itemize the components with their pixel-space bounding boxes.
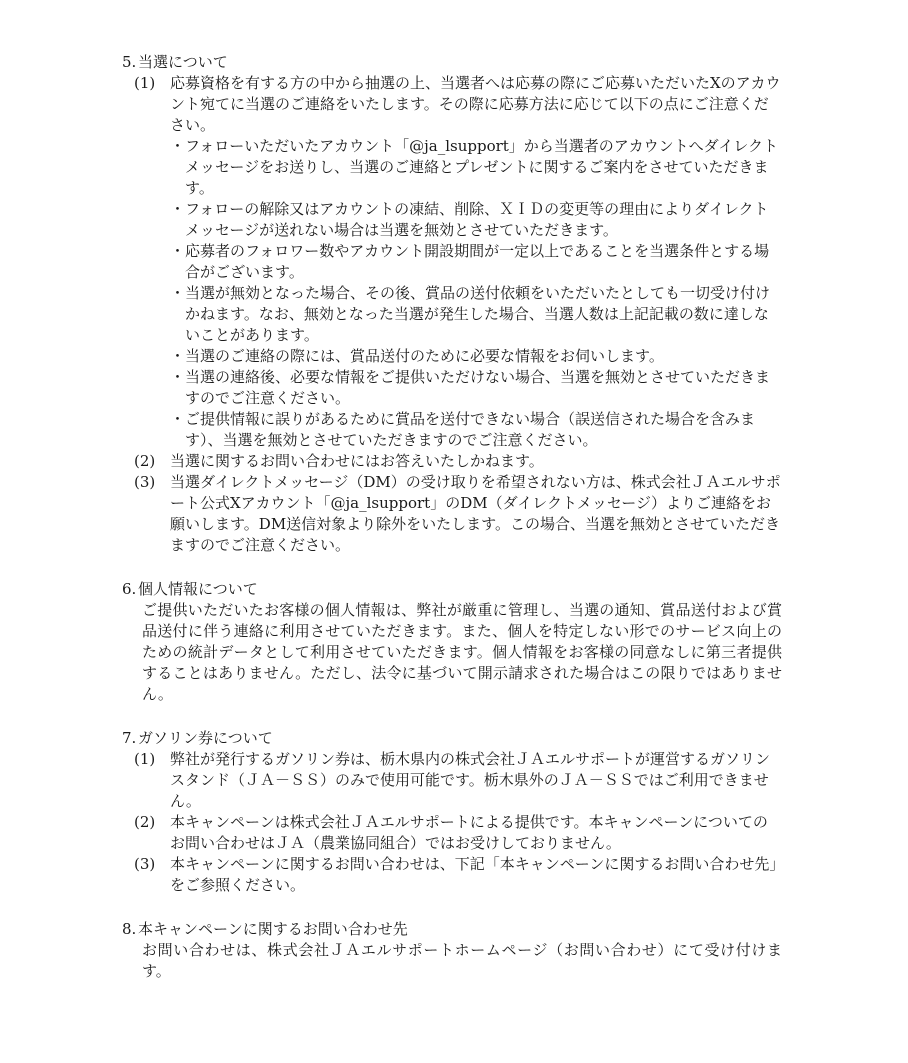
item-number: (1)	[134, 74, 156, 92]
bullet-text: 当選のご連絡の際には、賞品送付のために必要な情報をお伺いします。	[185, 347, 664, 365]
list-item	[122, 854, 782, 896]
section-number: 6.	[122, 580, 137, 598]
bullet-mark: ・	[170, 284, 186, 302]
section-title: 当選について	[138, 53, 228, 71]
bullet-item	[170, 199, 782, 241]
list-item	[122, 812, 782, 854]
bullet-item	[170, 136, 782, 199]
section-heading	[122, 728, 782, 749]
item-text: 本キャンペーンに関するお問い合わせは、下記「本キャンペーンに関するお問い合わせ先」をご参照ください。	[170, 855, 777, 894]
item-text: 応募資格を有する方の中から抽選の上、当選者へは応募の際にご応募いただいたXのアカウント宛てに当選のご連絡をいたします。その際に応募方法に応じて以下の点にご注意ください。	[170, 74, 781, 134]
bullet-text: フォローの解除又はアカウントの凍結、削除、ＸＩＤの変更等の理由によりダイレクトメッセージが送れない場合は当選を無効とさせていただきます。	[185, 200, 769, 239]
bullet-text: ご提供情報に誤りがあるために賞品を送付できない場合（誤送信された場合を含みます）、当選を無効とさせていただきますのでご注意ください。	[185, 410, 756, 449]
bullet-text: 当選の連絡後、必要な情報をご提供いただけない場合、当選を無効とさせていただきますのでご注意ください。	[185, 368, 771, 407]
section-winning	[122, 52, 782, 556]
bullet-mark: ・	[170, 137, 186, 155]
item-text: 本キャンペーンは株式会社ＪＡエルサポートによる提供です。本キャンペーンについてのお問い合わせはＪＡ（農業協同組合）ではお受けしておりません。	[170, 813, 768, 852]
bullet-list	[170, 136, 782, 451]
bullet-text: フォローいただいたアカウント「@ja_lsupport」から当選者のアカウントへダイレクトメッセージをお送りし、当選のご連絡とプレゼントに関するご案内をさせていただきます。	[185, 137, 779, 197]
bullet-item	[170, 409, 782, 451]
bullet-mark: ・	[170, 347, 186, 365]
list-item	[122, 73, 782, 451]
item-text: 当選に関するお問い合わせにはお答えいたしかねます。	[170, 452, 544, 470]
section-paragraph: ご提供いただいたお客様の個人情報は、弊社が厳重に管理し、当選の通知、賞品送付および賞品送付に伴う連絡に利用させていただきます。また、個人を特定しない形でのサービス向上のための統計データとして利用させていただきます。個人情報をお客様の同意なしに第三者提供することはありません。ただし、法令に基づいて開示請求された場合はこの限りではありません。	[142, 601, 782, 703]
bullet-item	[170, 367, 782, 409]
section-heading	[122, 579, 782, 600]
item-text: 弊社が発行するガソリン券は、栃木県内の株式会社ＪＡエルサポートが運営するガソリンスタンド（ＪＡ－ＳＳ）のみで使用可能です。栃木県外のＪＡ－ＳＳではご利用できません。	[170, 750, 771, 810]
section-heading	[122, 52, 782, 73]
section-number: 5.	[122, 53, 137, 71]
bullet-item	[170, 241, 782, 283]
document-body	[122, 52, 782, 982]
bullet-mark: ・	[170, 410, 186, 428]
list-item	[122, 749, 782, 812]
section-contact	[122, 919, 782, 982]
section-number: 7.	[122, 729, 137, 747]
item-number: (2)	[134, 813, 156, 831]
section-privacy	[122, 579, 782, 705]
item-number: (2)	[134, 452, 156, 470]
section-number: 8.	[122, 920, 137, 938]
list-item	[122, 472, 782, 556]
bullet-text: 当選が無効となった場合、その後、賞品の送付依頼をいただいたとしても一切受け付けかねます。なお、無効となった当選が発生した場合、当選人数は上記記載の数に達しないことがあります。	[185, 284, 771, 344]
section-heading	[122, 919, 782, 940]
item-number: (3)	[134, 855, 156, 873]
bullet-text: 応募者のフォロワー数やアカウント開設期間が一定以上であることを当選条件とする場合がございます。	[185, 242, 770, 281]
item-number: (3)	[134, 473, 156, 491]
bullet-mark: ・	[170, 368, 186, 386]
section-gasoline-voucher	[122, 728, 782, 896]
section-title: 個人情報について	[138, 580, 258, 598]
item-body	[170, 73, 782, 451]
bullet-item	[170, 283, 782, 346]
list-item	[122, 451, 782, 472]
item-number: (1)	[134, 750, 156, 768]
bullet-mark: ・	[170, 200, 186, 218]
section-title: 本キャンペーンに関するお問い合わせ先	[138, 920, 408, 938]
section-title: ガソリン券について	[138, 729, 273, 747]
section-paragraph: お問い合わせは、株式会社ＪＡエルサポートホームページ（お問い合わせ）にて受け付けます。	[142, 941, 782, 980]
bullet-item	[170, 346, 782, 367]
item-text: 当選ダイレクトメッセージ（DM）の受け取りを希望されない方は、株式会社ＪＡエルサポート公式Xアカウント「@ja_lsupport」のDM（ダイレクトメッセージ）よりご連絡をお願いします。DM送信対象より除外をいたします。この場合、当選を無効とさせていただきますのでご注意ください。	[170, 473, 781, 554]
bullet-mark: ・	[170, 242, 186, 260]
